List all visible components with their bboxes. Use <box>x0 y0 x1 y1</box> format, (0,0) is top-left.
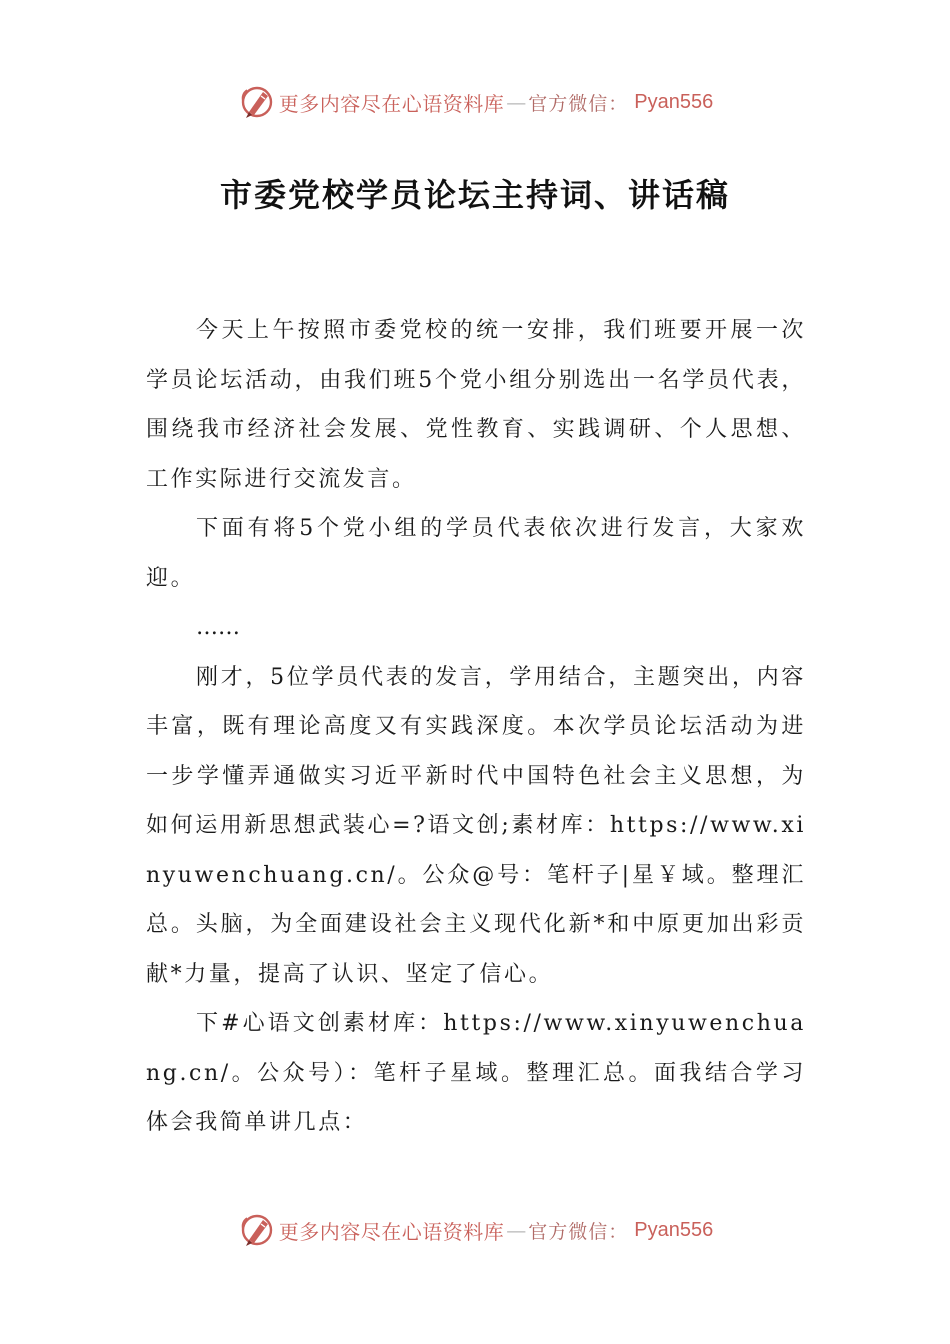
header-banner-wechat-label: 官方微信： <box>528 92 629 115</box>
footer-banner-separator: — <box>506 1218 527 1242</box>
pen-nib-logo-icon <box>237 1210 277 1250</box>
footer-banner-wechat-label: 官方微信： <box>528 1220 629 1243</box>
header-banner <box>0 80 950 124</box>
document-body <box>146 306 806 1148</box>
pen-nib-logo-icon <box>237 82 277 122</box>
paragraph-welcome: 下面有将5个党小组的学员代表依次进行发言，大家欢迎。 <box>146 516 806 591</box>
document-title: 市委党校学员论坛主持词、讲话稿 <box>219 176 730 214</box>
footer-banner-wechat-id: Pyan556 <box>634 1218 714 1241</box>
header-banner-content <box>237 82 713 122</box>
footer-banner-main-text: 更多内容尽在心语资料库 <box>278 1219 505 1244</box>
paragraph-summary: 刚才，5位学员代表的发言，学用结合，主题突出，内容丰富，既有理论高度又有实践深度。本次学员论坛活动为进一步学懂弄通做实习近平新时代中国特色社会主义思想，为如何运用新思想武装心=?语文创;素材库：https://www.xinyuwenchuang.cn/。公众@号：笔杆子|星￥域。整理汇总。头脑，为全面建设社会主义现代化新*和中原更加出彩贡献*力量，提高了认识、坚定了信心。 <box>146 664 806 987</box>
paragraph-ellipsis: …… <box>196 615 240 640</box>
paragraph-intro: 今天上午按照市委党校的统一安排，我们班要开展一次学员论坛活动，由我们班5个党小组分别选出一名学员代表，围绕我市经济社会发展、党性教育、实践调研、个人思想、工作实际进行交流发言。 <box>146 318 806 492</box>
footer-banner-content <box>237 1210 713 1250</box>
header-banner-main-text: 更多内容尽在心语资料库 <box>278 91 505 116</box>
header-banner-separator: — <box>506 90 527 114</box>
paragraph-points: 下#心语文创素材库：https://www.xinyuwenchuang.cn/。公众号）：笔杆子星域。整理汇总。面我结合学习体会我简单讲几点： <box>146 1011 806 1135</box>
footer-banner <box>0 1208 950 1252</box>
header-banner-wechat-id: Pyan556 <box>634 90 714 113</box>
